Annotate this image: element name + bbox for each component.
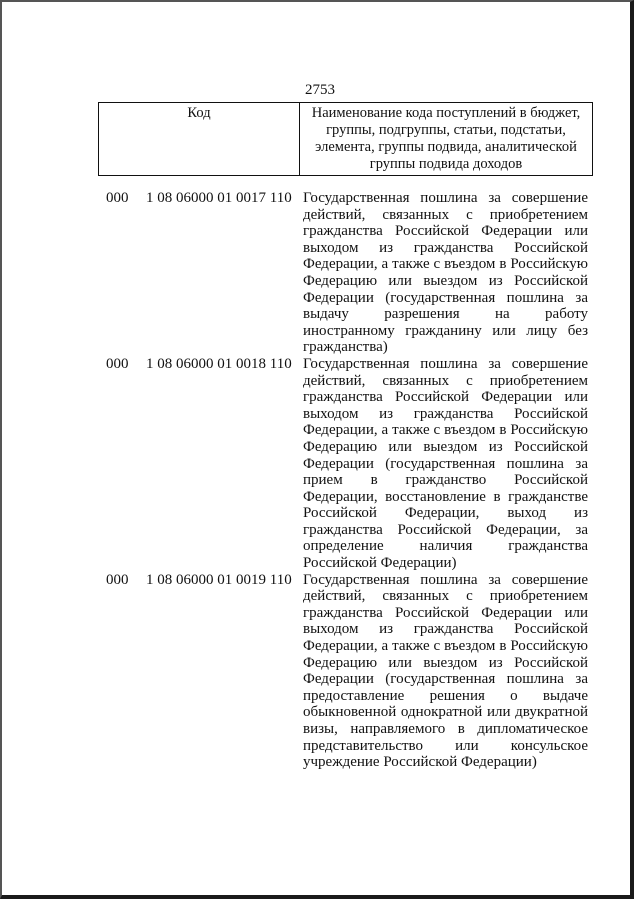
- admin-code: 000: [106, 571, 129, 588]
- list-item: [106, 356, 586, 572]
- header-code-cell: Код: [99, 103, 300, 176]
- code-description: Государственная пошлина за совершение действий, связанных с приобретением гражданства Российской Федерации или выходом из гражданства Российской Федерации, а также с въездом в Российскую Федерацию или выездом из Российской Федерации (государственная пошлина за предоставление решения о выдаче обыкновенной однократной или двукратной визы, направляемого в дипломатическое представительство или консульское учреждение Российской Федерации): [303, 571, 588, 771]
- code-description: Государственная пошлина за совершение действий, связанных с приобретением гражданства Российской Федерации или выходом из гражданства Российской Федерации, а также с въездом в Российскую Федерацию или выездом из Российской Федерации (государственная пошлина за прием в гражданство Российской Федерации, восстановление в гражданстве Российской Федерации, выход из гражданства Российской Федерации, за определение наличия гражданства Российской Федерации): [303, 355, 588, 572]
- budget-code: 1 08 06000 01 0017 110: [146, 190, 292, 206]
- revenue-code-list: [106, 190, 586, 771]
- list-item: [106, 572, 586, 771]
- header-name-cell: Наименование кода поступлений в бюджет, группы, подгруппы, статьи, подстатьи, элемента, группы подвида, аналитической группы подвида доходов: [300, 103, 593, 176]
- budget-code: 1 08 06000 01 0019 110: [146, 571, 292, 588]
- header-table: [98, 102, 593, 176]
- page-number: 2753: [305, 82, 335, 98]
- budget-code: 1 08 06000 01 0018 110: [146, 355, 292, 372]
- admin-code: 000: [106, 190, 129, 206]
- admin-code: 000: [106, 355, 129, 372]
- header-row: [99, 103, 593, 176]
- code-description: Государственная пошлина за совершение действий, связанных с приобретением гражданства Российской Федерации или выходом из гражданства Российской Федерации, а также с въездом в Российскую Федерацию или выездом из Российской Федерации (государственная пошлина за выдачу разрешения на работу иностранному гражданину или лицу без гражданства): [303, 190, 588, 356]
- list-item: [106, 190, 586, 356]
